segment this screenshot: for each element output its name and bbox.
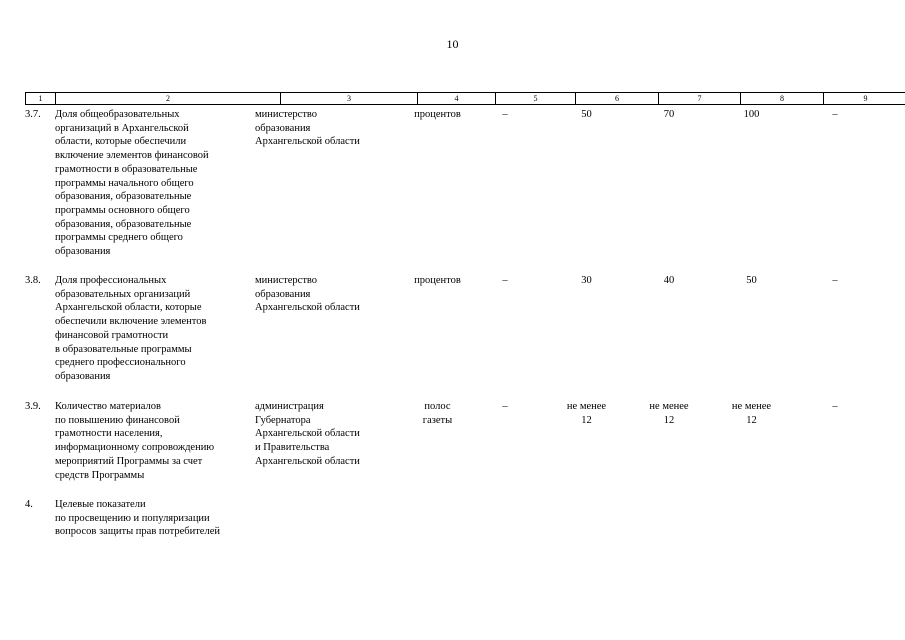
section-number: 4. [25,499,33,510]
value-col-5: – [502,401,508,412]
value-col-5: – [502,275,508,286]
value-col-7: 40 [663,275,675,286]
value-col-7: 70 [663,109,675,120]
value-col-8: 100 [743,109,760,120]
value-col-7: не менее 12 [649,401,689,426]
header-col-2: 2 [56,93,281,105]
value-col-6: 50 [581,109,592,120]
value-col-6: не менее 12 [566,401,607,426]
value-col-9: – [832,109,838,120]
unit-of-measure: процентов [414,275,461,286]
value-col-8: не менее 12 [731,401,772,426]
header-col-4: 4 [418,93,496,105]
header-col-5: 5 [496,93,576,105]
header-col-1: 1 [26,93,56,105]
column-number-header [25,92,905,105]
responsible-body: министерство образования Архангельской области [255,275,360,314]
responsible-body: администрация Губернатора Архангельской области и Правительства Архангельской области [255,401,360,467]
header-col-7: 7 [659,93,741,105]
row-number: 3.9. [25,401,41,412]
unit-of-measure: полос газеты [422,401,453,426]
page-number: 10 [446,37,459,51]
indicator-name: Количество материалов по повышению финансовой грамотности населения, информационному сопровождению мероприятий Программы за счет средств Программы [55,401,215,481]
indicator-name: Доля общеобразовательных организаций в Архангельской области, которые обеспечили включение элементов финансовой грамотности в образовательные программы начального общего образования, образовательные программы основного общего образования, образовательные программы среднего общего образования [55,109,209,258]
row-number: 3.7. [25,109,41,120]
row-number: 3.8. [25,275,41,286]
value-col-5: – [502,109,508,120]
value-col-8: 50 [746,275,757,286]
section-title: Целевые показатели по просвещению и популяризации вопросов защиты прав потребителей [55,499,220,538]
header-col-3: 3 [281,93,418,105]
header-col-8: 8 [741,93,824,105]
indicator-name: Доля профессиональных образовательных организаций Архангельской области, которые обеспечили включение элементов финансовой грамотности в образовательные программы среднего профессионального образования [55,275,207,382]
value-col-6: 30 [581,275,592,286]
header-col-9: 9 [824,93,905,105]
unit-of-measure: процентов [414,109,461,120]
header-col-6: 6 [576,93,659,105]
responsible-body: министерство образования Архангельской области [255,109,360,148]
value-col-9: – [832,275,838,286]
value-col-9: – [832,401,838,412]
